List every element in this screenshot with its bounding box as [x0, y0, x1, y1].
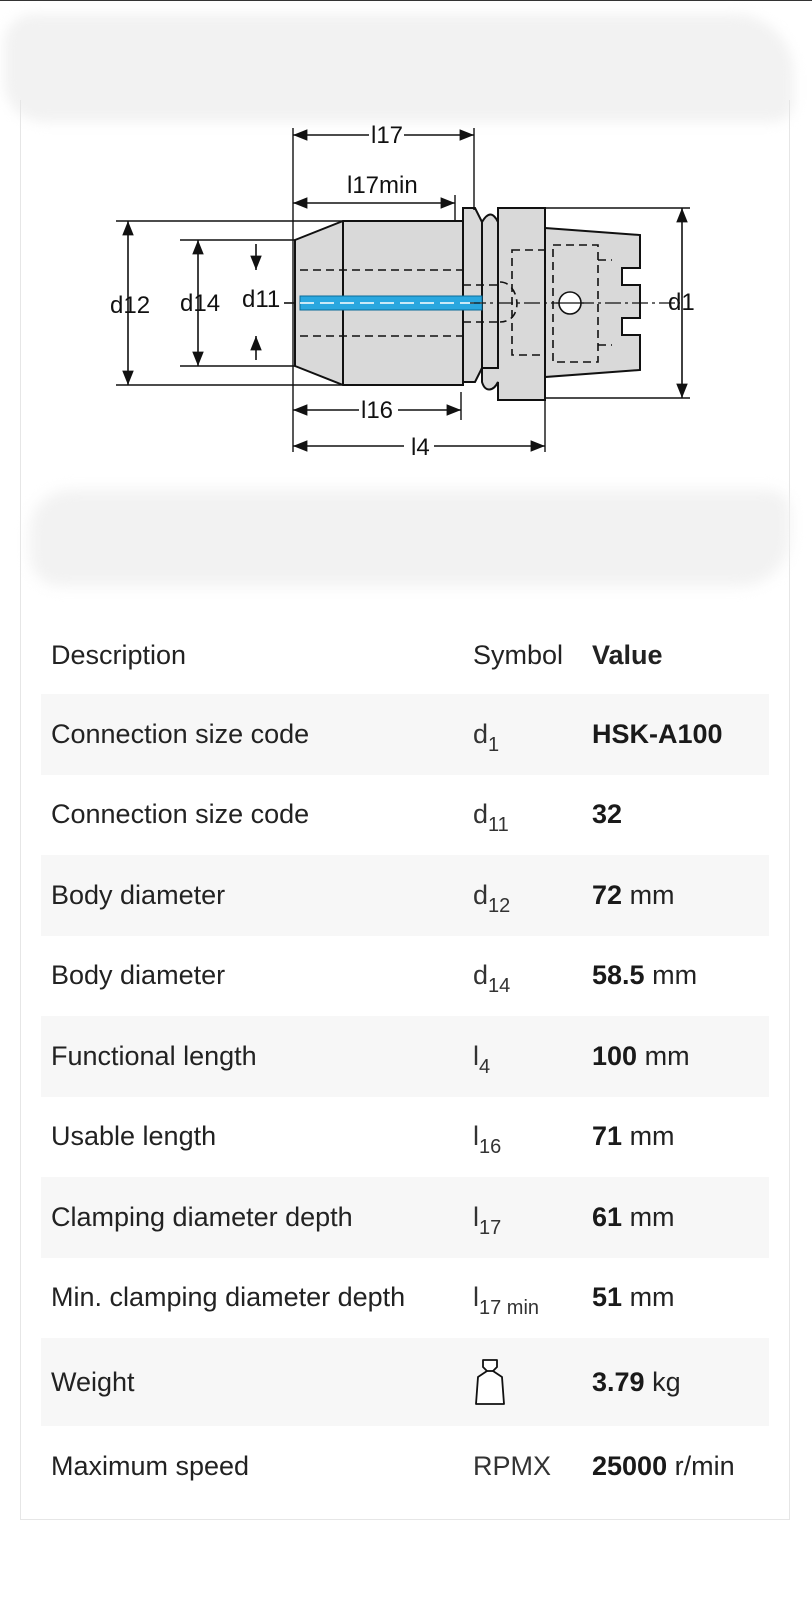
row-description: Maximum speed: [51, 1450, 250, 1481]
table-header-row: [41, 616, 769, 694]
row-value: [592, 1016, 769, 1097]
row-symbol: [473, 936, 592, 1017]
symbol-base: d: [473, 879, 489, 910]
symbol-subscript: 12: [488, 894, 511, 917]
row-symbol: [473, 855, 592, 936]
symbol-subscript: 16: [479, 1136, 502, 1159]
row-value: [592, 1338, 769, 1426]
blurred-section: [30, 490, 790, 586]
row-symbol: [473, 775, 592, 856]
symbol-base: l: [473, 1282, 479, 1313]
symbol-base: l: [473, 1201, 479, 1232]
header-value: Value: [592, 639, 663, 670]
value-number: 61: [592, 1201, 623, 1232]
label-d12: d12: [110, 292, 151, 319]
value-number: 100: [592, 1040, 638, 1071]
row-symbol: [473, 1177, 592, 1258]
weight-icon: [473, 1357, 507, 1407]
symbol-subscript: 11: [488, 814, 509, 837]
symbol-base: d: [473, 718, 489, 749]
symbol-base: RPMX: [473, 1450, 552, 1481]
value-unit: mm: [629, 879, 675, 910]
value-number: 25000: [592, 1450, 668, 1481]
row-description: Body diameter: [51, 879, 226, 910]
table-row: [41, 1426, 769, 1507]
row-symbol: [473, 1097, 592, 1178]
header-symbol: Symbol: [473, 639, 564, 670]
row-symbol: [473, 1016, 592, 1097]
row-description: Usable length: [51, 1121, 217, 1152]
row-value: [592, 775, 769, 856]
row-description: Clamping diameter depth: [51, 1201, 353, 1232]
value-number: 3.79: [592, 1366, 645, 1397]
table-row: [41, 1177, 769, 1258]
label-l4: l4: [411, 434, 430, 461]
tool-holder-diagram: [0, 0, 812, 480]
row-value: [592, 694, 769, 775]
row-description: Body diameter: [51, 960, 226, 991]
row-symbol: [473, 1426, 592, 1507]
row-description: Connection size code: [51, 799, 310, 830]
symbol-subscript: 1: [488, 733, 500, 756]
table-row: [41, 936, 769, 1017]
symbol-base: d: [473, 960, 489, 991]
value-number: 72: [592, 879, 623, 910]
header-description: Description: [51, 639, 187, 670]
value-unit: mm: [644, 1040, 690, 1071]
table-row: [41, 1258, 769, 1339]
value-unit: mm: [629, 1201, 675, 1232]
table-row: [41, 1338, 769, 1426]
symbol-subscript: 17: [479, 1216, 502, 1239]
row-value: [592, 1177, 769, 1258]
label-d11: d11: [242, 286, 281, 313]
row-description: Connection size code: [51, 718, 310, 749]
value-number: HSK-A100: [592, 718, 723, 749]
value-unit: kg: [652, 1366, 681, 1397]
row-value: [592, 855, 769, 936]
row-value: [592, 936, 769, 1017]
symbol-base: d: [473, 799, 489, 830]
table-row: [41, 1097, 769, 1178]
value-unit: r/min: [674, 1450, 735, 1481]
symbol-base: l: [473, 1121, 479, 1152]
value-number: 32: [592, 799, 623, 830]
specifications-table: [41, 616, 769, 1507]
value-number: 71: [592, 1121, 623, 1152]
label-d14: d14: [180, 290, 221, 317]
table-row: [41, 855, 769, 936]
value-unit: mm: [629, 1121, 675, 1152]
symbol-subscript: 14: [488, 975, 511, 998]
row-value: [592, 1097, 769, 1178]
value-unit: mm: [629, 1282, 675, 1313]
value-number: 51: [592, 1282, 623, 1313]
table-row: [41, 775, 769, 856]
row-description: Weight: [51, 1366, 135, 1397]
label-d1: d1: [668, 289, 695, 316]
row-symbol: [473, 1338, 592, 1426]
row-symbol: [473, 694, 592, 775]
row-value: [592, 1426, 769, 1507]
value-number: 58.5: [592, 960, 645, 991]
row-symbol: [473, 1258, 592, 1339]
table-row: [41, 1016, 769, 1097]
row-value: [592, 1258, 769, 1339]
symbol-base: l: [473, 1040, 479, 1071]
label-l17: l17: [371, 122, 404, 149]
label-l16: l16: [361, 397, 394, 424]
row-description: Min. clamping diameter depth: [51, 1282, 406, 1313]
symbol-subscript: 4: [479, 1055, 491, 1078]
label-l17min: l17min: [347, 172, 418, 199]
value-unit: mm: [652, 960, 698, 991]
symbol-subscript: 17 min: [479, 1297, 540, 1320]
table-row: [41, 694, 769, 775]
row-description: Functional length: [51, 1040, 257, 1071]
